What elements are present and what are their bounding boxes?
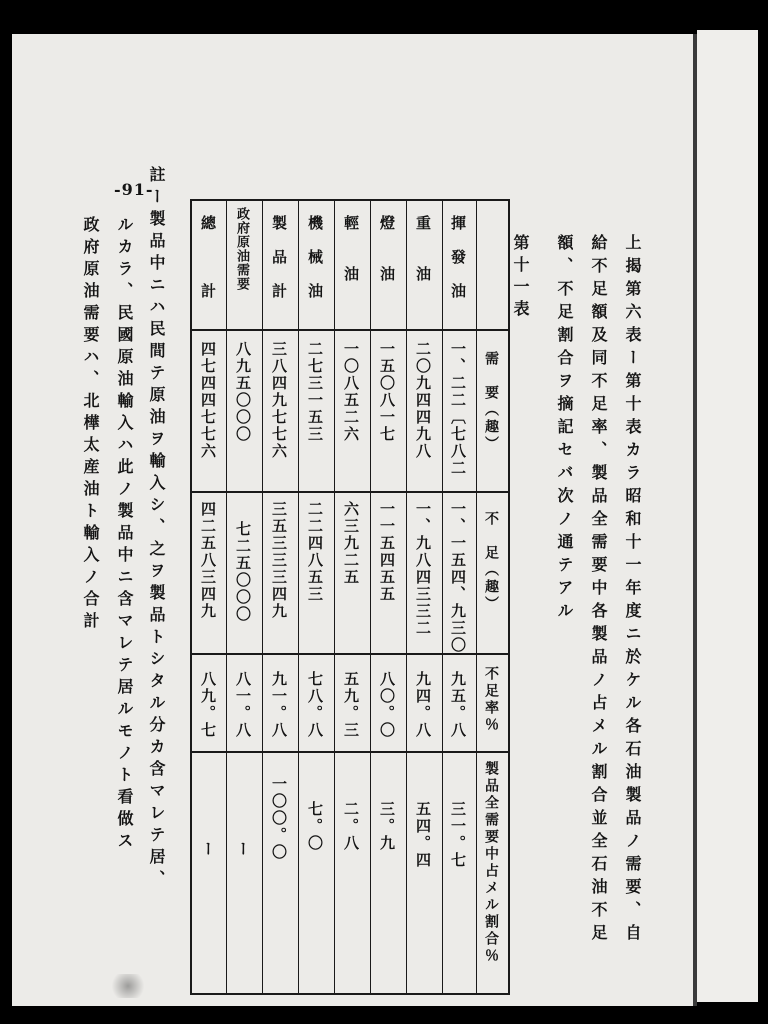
adjacent-page-edge: [697, 30, 758, 1002]
note-line-3: 政府原油需要ハ、北樺太産油ト輸入ノ合計: [81, 216, 100, 634]
header-share: 製品全需要中占メル割合％: [483, 761, 499, 965]
cell-rate: 八一。八: [234, 671, 252, 739]
row-name-grand-total: 總 計: [199, 215, 217, 300]
cell-shortage: 三五三三三四九: [270, 501, 288, 620]
row-name-heavy-oil: 重 油: [414, 215, 432, 283]
table-caption: 第十一表: [511, 234, 530, 322]
cell-share: ー: [234, 841, 252, 858]
cell-share: 七。〇: [306, 801, 324, 852]
document-page: [12, 34, 694, 1006]
cell-demand: 一〇八五二六: [342, 341, 360, 443]
data-table: [190, 199, 510, 995]
row-name-machine-oil: 機 械 油: [306, 215, 324, 300]
header-demand: 需 要（趣）: [483, 351, 499, 453]
cell-rate: 九五。八: [449, 671, 467, 739]
header-shortage: 不 足（趣）: [483, 511, 499, 613]
cell-shortage: 一、九八四三三二: [414, 501, 432, 637]
note-line-1: 註ー製品中ニハ民間テ原油ヲ輸入シ、之ヲ製品トシタル分カ含マレテ居、: [147, 166, 166, 892]
cell-rate: 八〇。〇: [378, 671, 396, 739]
cell-shortage: 二二四八五三: [306, 501, 324, 603]
cell-share: 三。九: [378, 801, 396, 852]
cell-rate: 九一。八: [270, 671, 288, 739]
cell-rate: 九四。八: [414, 671, 432, 739]
cell-shortage: 一一五四五五: [378, 501, 396, 603]
page-number: -91-: [114, 180, 154, 199]
cell-shortage: 七二五〇〇〇: [234, 521, 252, 623]
cell-demand: 四七四四七七六: [199, 341, 217, 460]
cell-demand: 三八四九七七六: [270, 341, 288, 460]
cell-shortage: 一、一五四、九三〇: [449, 501, 467, 654]
cell-share: 二。八: [342, 801, 360, 852]
cell-share: 五四。四: [414, 801, 432, 869]
cell-rate: 五九。三: [342, 671, 360, 739]
cell-rate: 七八。八: [306, 671, 324, 739]
cell-shortage: 六三九二五: [342, 501, 360, 586]
cell-demand: 一五〇八一七: [378, 341, 396, 443]
cell-share: 三一。七: [449, 801, 467, 869]
row-name-light-oil: 輕 油: [342, 215, 360, 283]
header-shortage-rate: 不足率％: [483, 666, 499, 734]
note-line-2: ルカラ、民國原油輸入ハ此ノ製品中ニ含マレテ居ルモノト看做ス: [115, 216, 134, 854]
row-name-government-crude: 政府原油需要: [234, 207, 249, 291]
cell-shortage: 四二五八三四九: [199, 501, 217, 620]
cell-share: 一〇〇。〇: [270, 776, 288, 861]
row-name-products-total: 製 品 計: [270, 215, 288, 300]
cell-demand: 二七三一五三: [306, 341, 324, 443]
row-name-gasoline: 揮 發 油: [449, 215, 467, 300]
intro-line-3: 額、不足割合ヲ摘記セバ次ノ通テアル: [555, 234, 574, 625]
intro-line-2: 給不足額及同不足率、製品全需要中各製品ノ占メル割合並全石油不足: [589, 234, 608, 947]
ink-stain: [108, 974, 148, 998]
cell-share: ー: [199, 841, 217, 858]
cell-demand: 一、二二〔七八二: [449, 341, 467, 477]
row-name-kerosene: 燈 油: [378, 215, 396, 283]
cell-demand: 八九五〇〇〇: [234, 341, 252, 443]
cell-demand: 二〇九四四九八: [414, 341, 432, 460]
cell-rate: 八九。七: [199, 671, 217, 739]
intro-line-1: 上揭第六表ー第十表カラ昭和十一年度ニ於ケル各石油製品ノ需要、自: [623, 234, 642, 947]
